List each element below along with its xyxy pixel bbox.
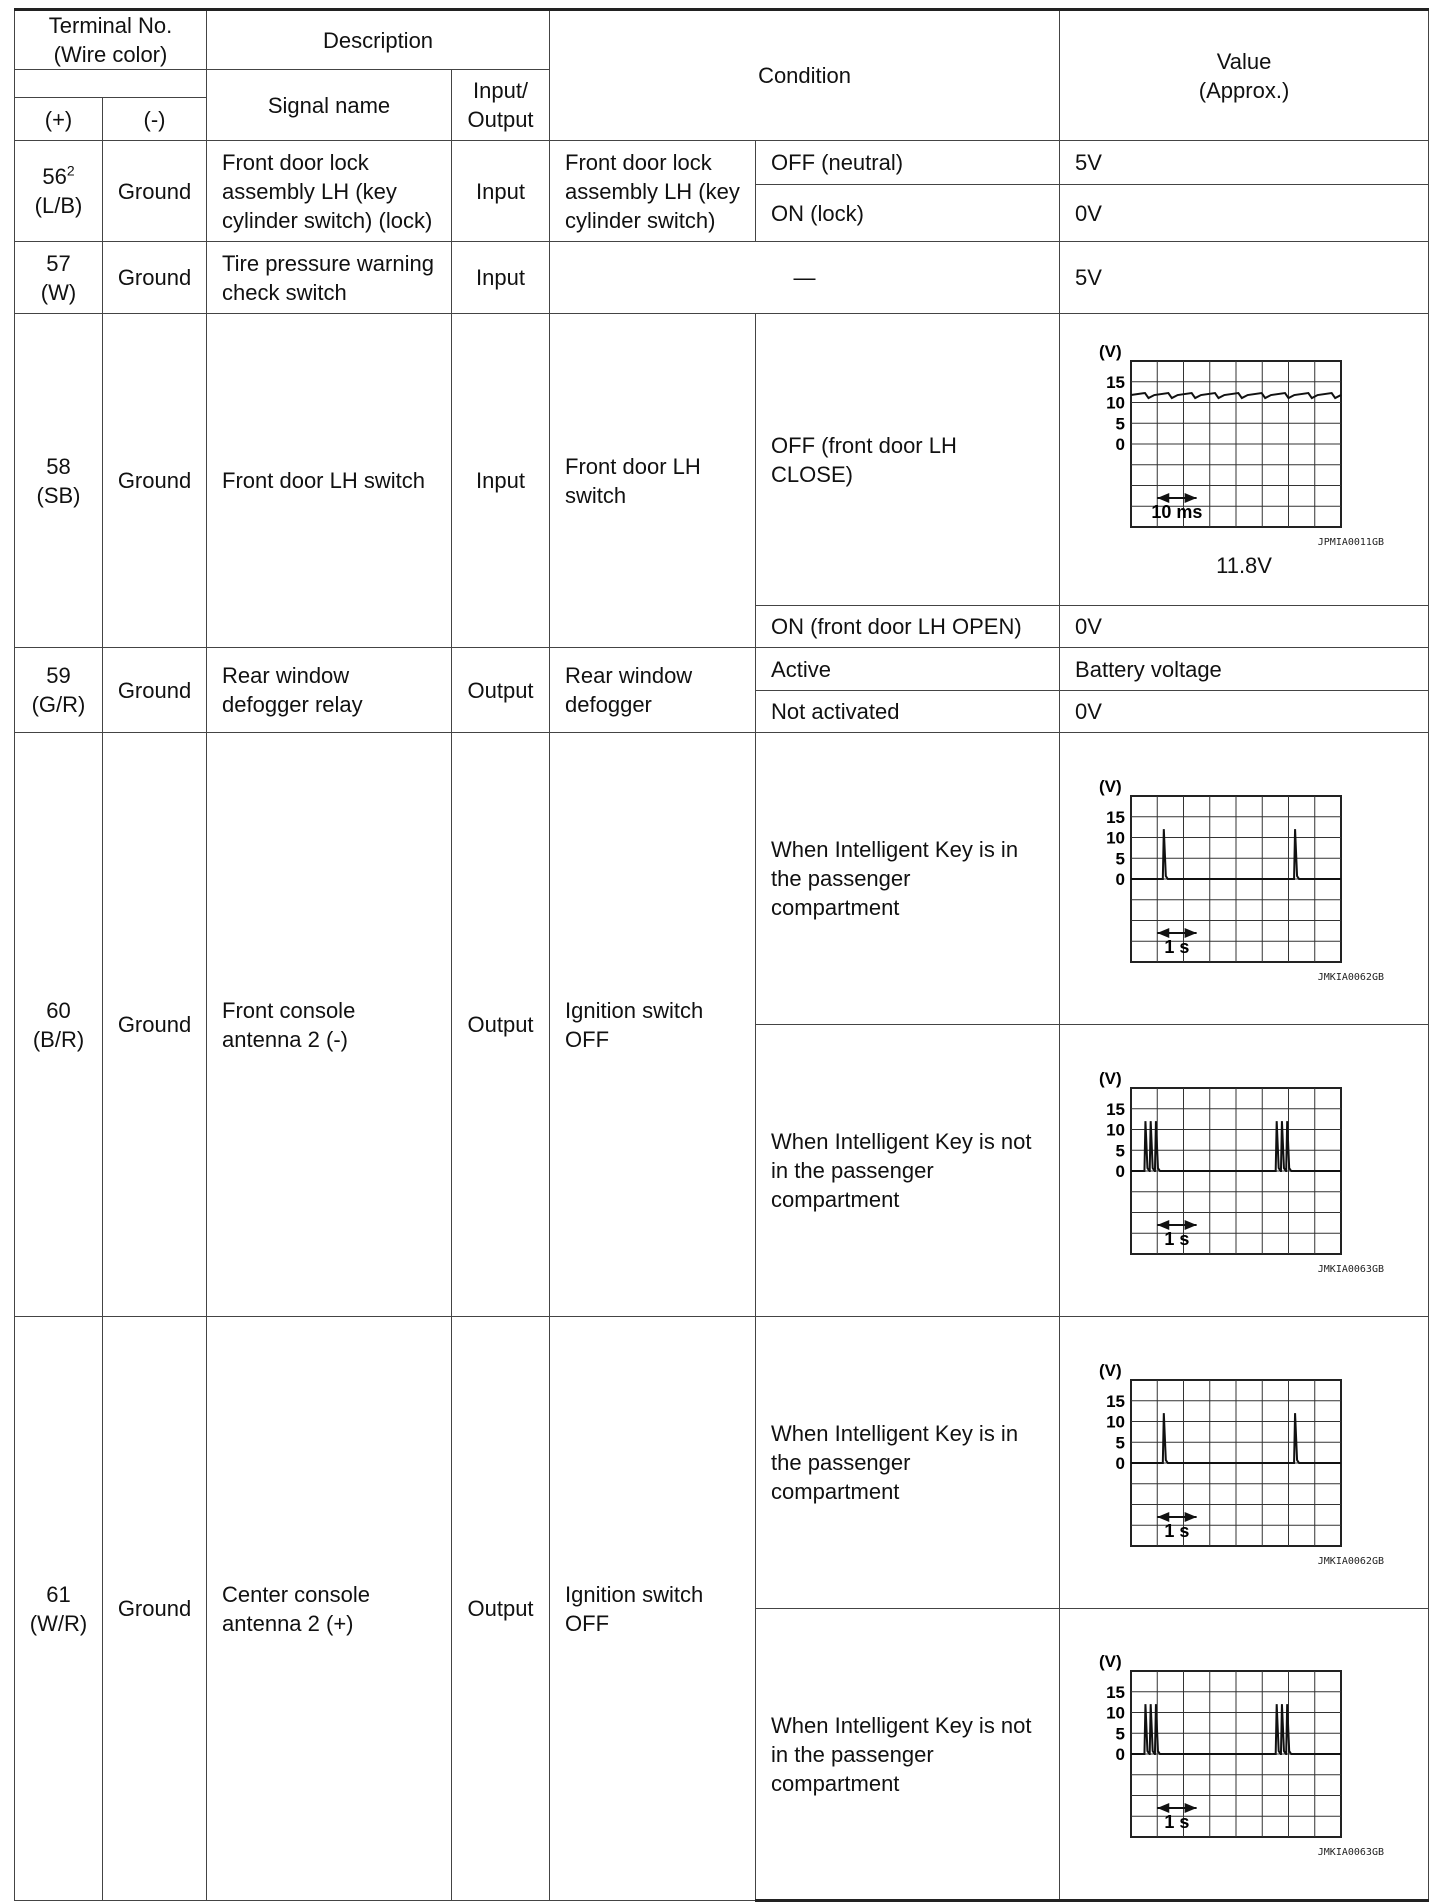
state-cell: Active <box>756 648 1060 691</box>
table-row <box>15 242 1429 314</box>
signal-name-cell: Rear window defogger relay <box>207 648 452 733</box>
table-row <box>15 648 1429 691</box>
signal-name-cell: Tire pressure warning check switch <box>207 242 452 314</box>
signal-name-cell: Front door LH switch <box>207 314 452 648</box>
terminal-cell: 57 (W) <box>15 242 103 314</box>
terminal-no-header: Terminal No. (Wire color) <box>15 10 207 70</box>
terminal-cell: $56^2$ (L/B) <box>15 141 103 242</box>
state-cell: Not activated <box>756 691 1060 733</box>
state-cell: ON (front door LH OPEN) <box>756 606 1060 648</box>
condition-cell: Front door lock assembly LH (key cylinder switch) <box>550 141 756 242</box>
terminal-cell: 59 (G/R) <box>15 648 103 733</box>
table-row <box>15 314 1429 606</box>
y-unit-label: (V) <box>1099 342 1122 361</box>
state-cell: When Intelligent Key is in the passenger compartment <box>756 733 1060 1025</box>
y-unit-label: (V) <box>1099 1652 1122 1671</box>
y-tick-label: 5 <box>1115 1432 1126 1452</box>
y-tick-label: 0 <box>1115 1161 1126 1181</box>
io-cell: Output <box>452 648 550 733</box>
value-cell <box>1060 314 1429 606</box>
terminal-cell: 60 (B/R) <box>15 733 103 1317</box>
value-cell <box>1060 733 1429 1025</box>
minus-header: (-) <box>103 98 207 141</box>
value-cell: 0V <box>1060 185 1429 242</box>
header-row <box>15 10 1429 70</box>
state-cell: When Intelligent Key is not in the passenger compartment <box>756 1609 1060 1901</box>
y-tick-label: 15 <box>1106 1391 1126 1411</box>
condition-cell: Ignition switch OFF <box>550 733 756 1317</box>
y-unit-label: (V) <box>1099 776 1122 796</box>
condition-header: Condition <box>550 10 1060 141</box>
figure-code: JMKIA0062GB <box>1317 971 1385 983</box>
y-tick-label: 0 <box>1115 1453 1126 1473</box>
ground-cell: Ground <box>103 242 207 314</box>
value-header: Value (Approx.) <box>1060 10 1429 141</box>
figure-code: JMKIA0063GB <box>1317 1847 1385 1858</box>
io-cell: Output <box>452 1317 550 1901</box>
io-cell: Input <box>452 141 550 242</box>
state-cell: When Intelligent Key is not in the passenger compartment <box>756 1025 1060 1317</box>
ground-cell: Ground <box>103 141 207 242</box>
table-row <box>15 733 1429 1025</box>
y-tick-label: 10 <box>1106 393 1126 413</box>
condition-cell: Ignition switch OFF <box>550 1317 756 1901</box>
ground-cell: Ground <box>103 733 207 1317</box>
input-output-header: Input/ Output <box>452 70 550 141</box>
state-cell: ON (lock) <box>756 185 1060 242</box>
figure-code: JPMIA0011GB <box>1317 537 1385 548</box>
io-cell: Input <box>452 314 550 648</box>
y-tick-label: 0 <box>1115 435 1126 454</box>
timebase-label: 1 s <box>1164 1228 1190 1249</box>
oscilloscope-waveform <box>1094 339 1394 549</box>
ground-cell: Ground <box>103 1317 207 1901</box>
y-tick-label: 5 <box>1115 1140 1126 1160</box>
y-tick-label: 5 <box>1115 848 1126 868</box>
value-cell: 0V <box>1060 606 1429 648</box>
y-tick-label: 15 <box>1106 372 1126 392</box>
y-unit-label: (V) <box>1099 1068 1122 1088</box>
y-tick-label: 15 <box>1106 1682 1126 1702</box>
oscilloscope-waveform <box>1094 1649 1394 1859</box>
plus-header: (+) <box>15 98 103 141</box>
value-cell: 0V <box>1060 691 1429 733</box>
value-cell <box>1060 1609 1429 1901</box>
oscilloscope-waveform <box>1094 1358 1394 1568</box>
timebase-label: 1 s <box>1164 936 1190 957</box>
value-cell: 5V <box>1060 141 1429 185</box>
table-row <box>15 141 1429 185</box>
oscilloscope-waveform <box>1094 774 1394 984</box>
y-tick-label: 10 <box>1106 1412 1126 1431</box>
condition-cell: Front door LH switch <box>550 314 756 648</box>
y-tick-label: 0 <box>1115 869 1126 889</box>
condition-cell: — <box>550 242 1060 314</box>
timebase-label: 1 s <box>1164 1811 1190 1832</box>
description-header: Description <box>207 10 550 70</box>
table-row <box>15 1317 1429 1609</box>
terminal-cell: 58 (SB) <box>15 314 103 648</box>
ground-cell: Ground <box>103 648 207 733</box>
value-cell: 5V <box>1060 242 1429 314</box>
ground-cell: Ground <box>103 314 207 648</box>
y-tick-label: 5 <box>1115 1724 1126 1744</box>
y-tick-label: 10 <box>1106 828 1126 847</box>
figure-code: JMKIA0062GB <box>1317 1555 1385 1567</box>
y-tick-label: 15 <box>1106 1099 1126 1119</box>
signal-name-header: Signal name <box>207 70 452 141</box>
value-cell <box>1060 1025 1429 1317</box>
figure-code: JMKIA0063GB <box>1317 1263 1385 1275</box>
io-cell: Input <box>452 242 550 314</box>
y-tick-label: 10 <box>1106 1703 1126 1723</box>
terminal-table <box>14 8 1429 1902</box>
signal-name-cell: Center console antenna 2 (+) <box>207 1317 452 1901</box>
io-cell: Output <box>452 733 550 1317</box>
timebase-label: 1 s <box>1164 1520 1190 1541</box>
y-tick-label: 15 <box>1106 807 1126 827</box>
y-tick-label: 0 <box>1115 1745 1126 1764</box>
state-cell: OFF (neutral) <box>756 141 1060 185</box>
y-tick-label: 10 <box>1106 1120 1126 1139</box>
state-cell: When Intelligent Key is in the passenger compartment <box>756 1317 1060 1609</box>
y-tick-label: 5 <box>1115 414 1126 434</box>
value-text: 11.8V <box>1216 553 1272 578</box>
condition-cell: Rear window defogger <box>550 648 756 733</box>
oscilloscope-waveform <box>1094 1066 1394 1276</box>
value-cell <box>1060 1317 1429 1609</box>
state-cell: OFF (front door LH CLOSE) <box>756 314 1060 606</box>
terminal-cell: 61 (W/R) <box>15 1317 103 1901</box>
signal-name-cell: Front door lock assembly LH (key cylinder switch) (lock) <box>207 141 452 242</box>
timebase-label: 10 ms <box>1151 501 1203 522</box>
y-unit-label: (V) <box>1099 1360 1122 1380</box>
signal-name-cell: Front console antenna 2 (-) <box>207 733 452 1317</box>
wire-color-cell <box>15 70 207 98</box>
value-cell: Battery voltage <box>1060 648 1429 691</box>
